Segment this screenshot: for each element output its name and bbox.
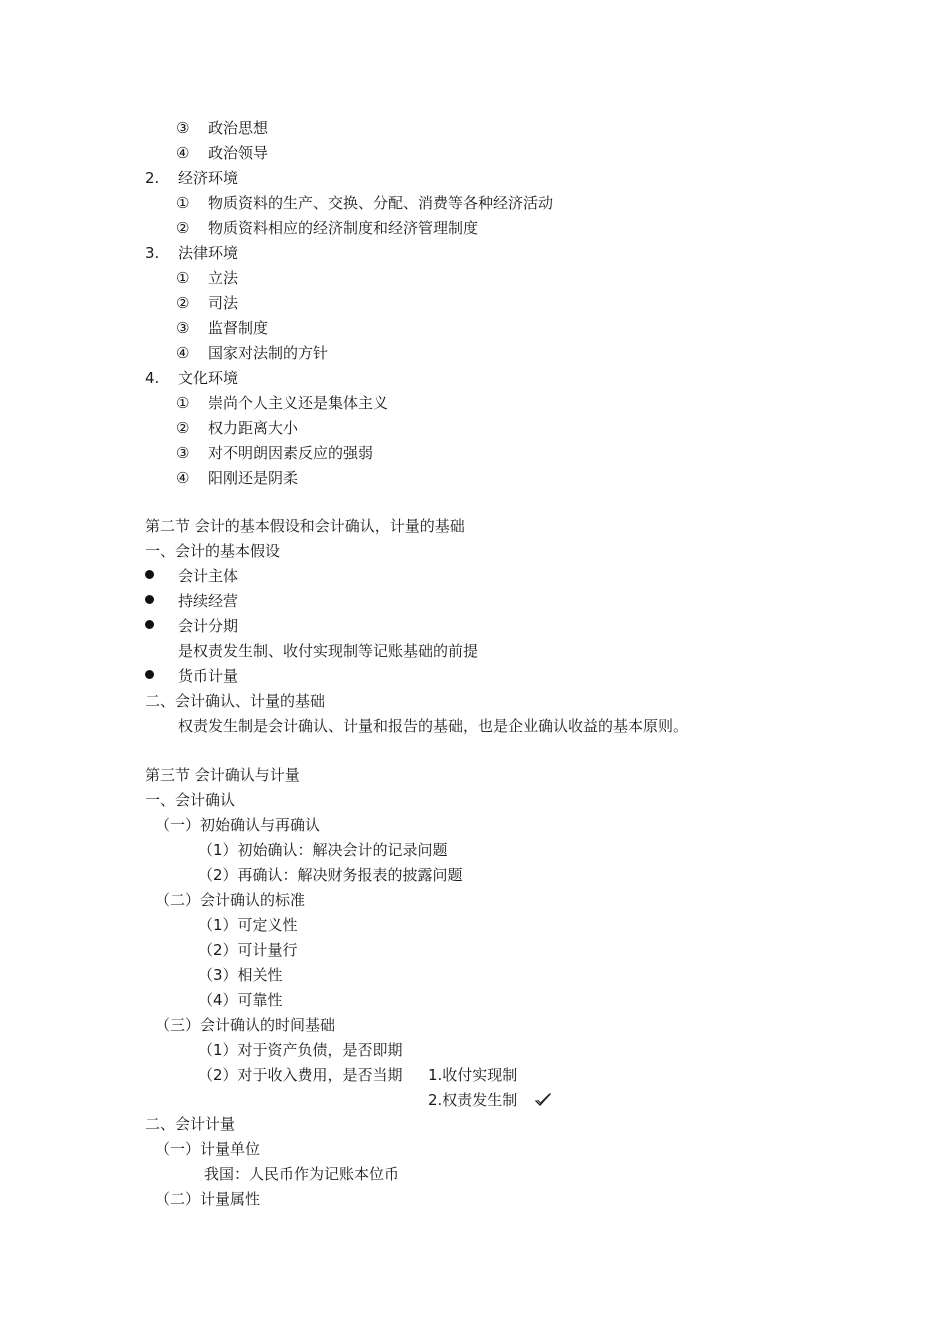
list-marker: ③ — [176, 119, 190, 137]
bullet-dot-icon — [145, 595, 154, 604]
list-marker: ③ — [176, 444, 190, 462]
subheading: （三）会计确认的时间基础 — [155, 1016, 336, 1034]
list-item: 政治思想 — [208, 119, 269, 137]
subheading: （一）计量单位 — [155, 1140, 261, 1158]
subheading: （一）初始确认与再确认 — [155, 816, 321, 834]
list-number: 2. — [145, 169, 160, 187]
heading-recognition: 一、会计确认 — [145, 791, 236, 809]
env-heading-economic: 经济环境 — [178, 169, 239, 187]
list-item: （2）可计量行 — [198, 941, 298, 959]
list-item: （1）初始确认：解决会计的记录问题 — [198, 841, 448, 859]
list-item: 对不明朗因素反应的强弱 — [208, 444, 374, 462]
section-title: 第二节 会计的基本假设和会计确认，计量的基础 — [145, 517, 465, 535]
list-marker: ② — [176, 219, 190, 237]
list-marker: ④ — [176, 469, 190, 487]
list-item: 政治领导 — [208, 144, 269, 162]
list-item: 物质资料的生产、交换、分配、消费等各种经济活动 — [208, 194, 554, 212]
heading-basis: 二、会计确认、计量的基础 — [145, 692, 326, 710]
list-item: （2）对于收入费用，是否当期 — [198, 1066, 403, 1084]
list-number: 4. — [145, 369, 160, 387]
list-marker: ① — [176, 269, 190, 287]
list-item: 监督制度 — [208, 319, 269, 337]
bullet-dot-icon — [145, 570, 154, 579]
env-heading-cultural: 文化环境 — [178, 369, 239, 387]
list-marker: ③ — [176, 319, 190, 337]
subheading: （二）会计确认的标准 — [155, 891, 306, 909]
list-number: 3. — [145, 244, 160, 262]
bullet-dot-icon — [145, 620, 154, 629]
basis-option: 1.收付实现制 — [428, 1066, 518, 1084]
paragraph: 权责发生制是会计确认、计量和报告的基础，也是企业确认收益的基本原则。 — [178, 717, 689, 735]
list-item: 权力距离大小 — [208, 419, 299, 437]
list-item: （3）相关性 — [198, 966, 283, 984]
subheading: （二）计量属性 — [155, 1190, 261, 1208]
list-item: 司法 — [208, 294, 239, 312]
list-item: 国家对法制的方针 — [208, 344, 329, 362]
bullet-dot-icon — [145, 670, 154, 679]
bullet-item: 持续经营 — [178, 592, 239, 610]
list-item: 物质资料相应的经济制度和经济管理制度 — [208, 219, 479, 237]
list-marker: ② — [176, 294, 190, 312]
heading-measurement: 二、会计计量 — [145, 1115, 236, 1133]
list-marker: ① — [176, 394, 190, 412]
list-item: （1）可定义性 — [198, 916, 298, 934]
bullet-item: 货币计量 — [178, 667, 239, 685]
list-item: 立法 — [208, 269, 239, 287]
periodization-note: 是权责发生制、收付实现制等记账基础的前提 — [178, 642, 479, 660]
checkmark-icon — [534, 1092, 552, 1108]
list-marker: ① — [176, 194, 190, 212]
measurement-note: 我国：人民币作为记账本位币 — [204, 1165, 400, 1183]
section-title: 第三节 会计确认与计量 — [145, 766, 300, 784]
list-marker: ④ — [176, 344, 190, 362]
list-marker: ② — [176, 419, 190, 437]
list-marker: ④ — [176, 144, 190, 162]
list-item: （2）再确认：解决财务报表的披露问题 — [198, 866, 463, 884]
heading-assumptions: 一、会计的基本假设 — [145, 542, 281, 560]
env-heading-legal: 法律环境 — [178, 244, 239, 262]
basis-option: 2.权责发生制 — [428, 1091, 518, 1109]
list-item: 崇尚个人主义还是集体主义 — [208, 394, 389, 412]
bullet-item: 会计分期 — [178, 617, 239, 635]
list-item: 阳刚还是阴柔 — [208, 469, 299, 487]
list-item: （4）可靠性 — [198, 991, 283, 1009]
bullet-item: 会计主体 — [178, 567, 239, 585]
list-item: （1）对于资产负债，是否即期 — [198, 1041, 403, 1059]
